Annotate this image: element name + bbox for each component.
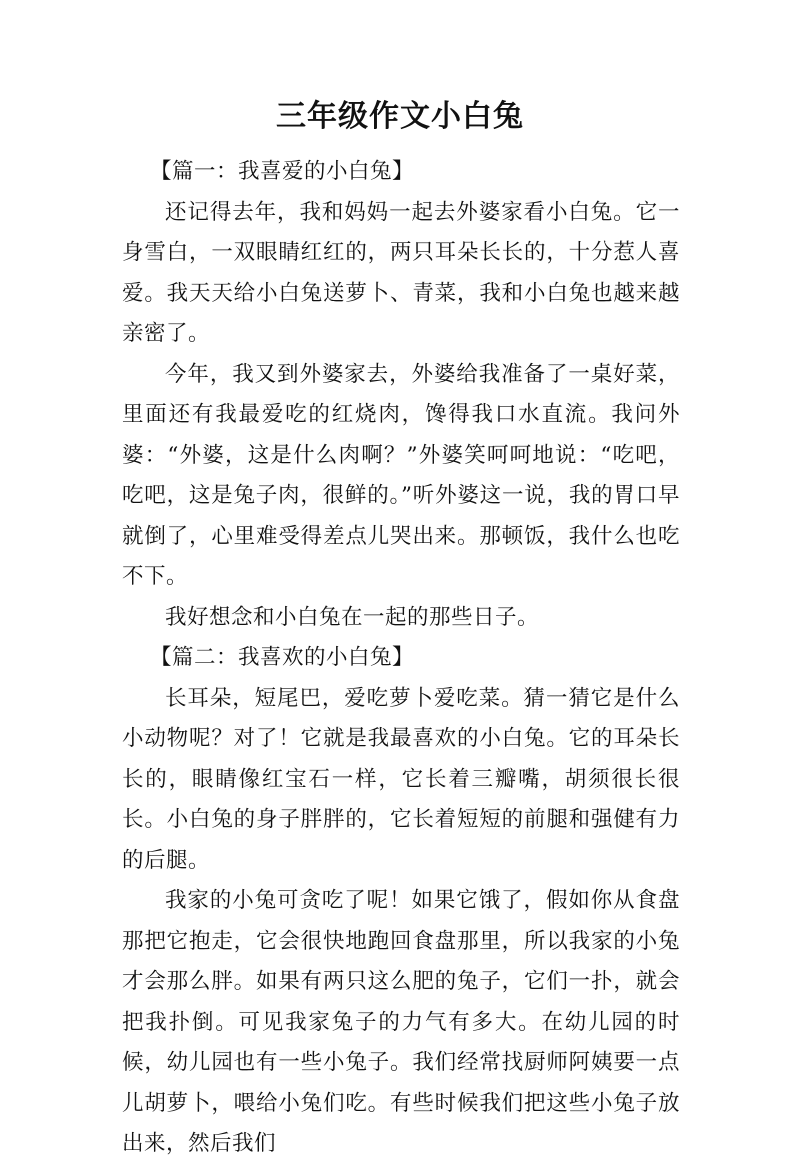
- paragraph: 今年，我又到外婆家去，外婆给我准备了一桌好菜，里面还有我最爱吃的红烧肉，馋得我口水直流。我问外婆：“外婆，这是什么肉啊？”外婆笑呵呵地说：“吃吧，吃吧，这是兔子肉，很鲜的。”听外婆这一说，我的胃口早就倒了，心里难受得差点儿哭出来。那顿饭，我什么也吃不下。: [122, 361, 680, 589]
- section-heading-1: 【篇一：我喜爱的小白兔】: [149, 159, 414, 184]
- paragraph: 还记得去年，我和妈妈一起去外婆家看小白兔。它一身雪白，一双眼睛红红的，两只耳朵长长的，十分惹人喜爱。我天天给小白兔送萝卜、青菜，我和小白兔也越来越亲密了。: [122, 199, 680, 346]
- paragraph: 我家的小兔可贪吃了呢！如果它饿了，假如你从食盘那把它抱走，它会很快地跑回食盘那里，所以我家的小兔才会那么胖。如果有两只这么肥的兔子，它们一扑，就会把我扑倒。可见我家兔子的力气有多大。在幼儿园的时候，幼儿园也有一些小兔子。我们经常找厨师阿姨要一点儿胡萝卜，喂给小兔们吃。有些时候我们把这些小兔子放出来，然后我们: [122, 888, 680, 1156]
- paragraph: 长耳朵，短尾巴，爱吃萝卜爱吃菜。猜一猜它是什么小动物呢？对了！它就是我最喜欢的小白兔。它的耳朵长长的，眼睛像红宝石一样，它长着三瓣嘴，胡须很长很长。小白兔的身子胖胖的，它长着短短的前腿和强健有力的后腿。: [122, 685, 680, 873]
- document-body: [122, 152, 680, 1165]
- page-title: 三年级作文小白兔: [276, 99, 524, 134]
- section-heading-2: 【篇二：我喜欢的小白兔】: [149, 645, 414, 670]
- paragraph: 我好想念和小白兔在一起的那些日子。: [165, 604, 540, 630]
